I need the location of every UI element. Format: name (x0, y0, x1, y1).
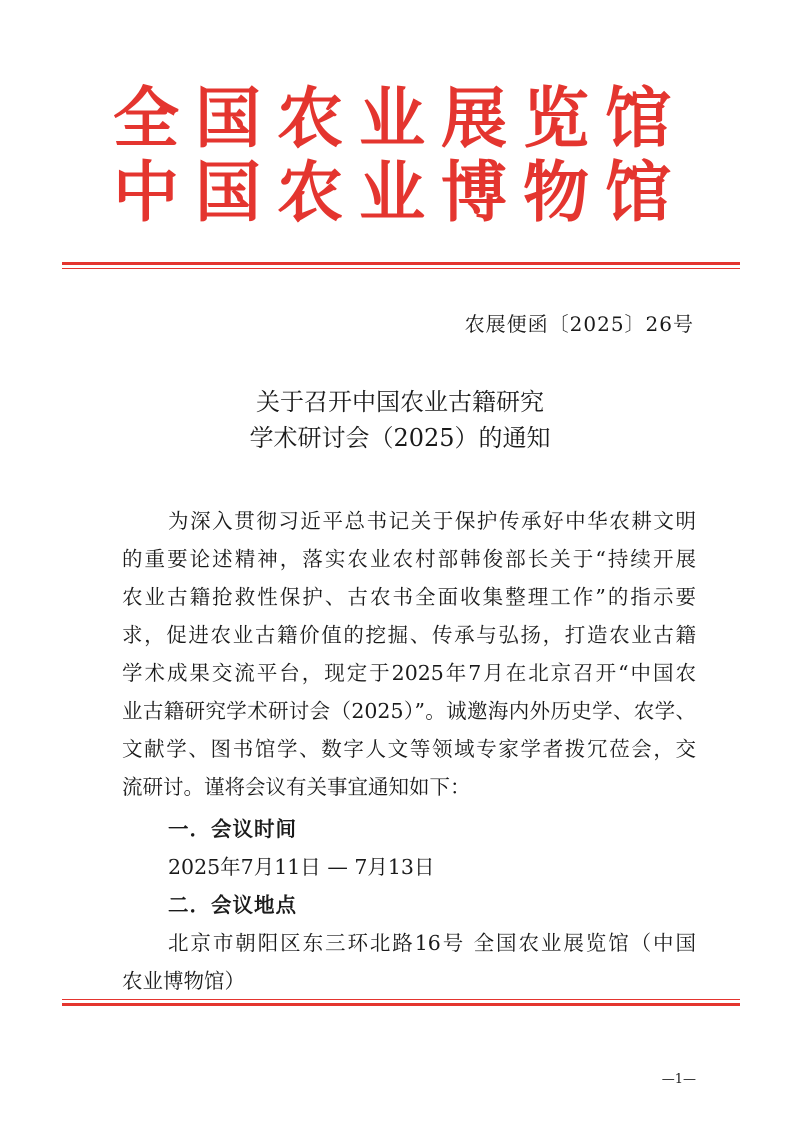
document-number: 农展便函〔2025〕26号 (464, 312, 694, 336)
body-paragraph-line: 求，促进农业古籍价值的挖掘、传承与弘扬，打造农业古籍 (122, 623, 696, 647)
meeting-location-line: 北京市朝阳区东三环北路16号 全国农业展览馆（中国 (168, 931, 696, 955)
document-title-line-1: 关于召开中国农业古籍研究 (256, 388, 544, 416)
body-paragraph-line: 为深入贯彻习近平总书记关于保护传承好中华农耕文明 (168, 509, 696, 533)
footer-rule-thick (62, 1003, 740, 1006)
header-rule-thin (62, 268, 740, 269)
body-paragraph-line: 农业古籍抢救性保护、古农书全面收集整理工作”的指示要 (122, 585, 696, 609)
meeting-time-value: 2025年7月11日 — 7月13日 (168, 855, 435, 879)
section-heading-meeting-time: 一．会议时间 (168, 817, 297, 841)
header-rule-thick (62, 262, 740, 265)
body-paragraph-line: 流研讨。谨将会议有关事宜通知如下： (122, 775, 471, 799)
body-paragraph-line: 的重要论述精神，落实农业农村部韩俊部长关于“持续开展 (122, 547, 696, 571)
meeting-location-line: 农业博物馆） (122, 969, 245, 993)
section-heading-meeting-location: 二．会议地点 (168, 893, 297, 917)
footer-rule-thin (62, 999, 740, 1000)
letterhead-line-1: 全国农业展览馆 (113, 79, 687, 157)
body-paragraph-line: 学术成果交流平台，现定于2025年7月在北京召开“中国农 (122, 661, 696, 685)
document-title-line-2: 学术研讨会（2025）的通知 (249, 424, 551, 452)
body-paragraph-line: 业古籍研究学术研讨会（2025）”。诚邀海内外历史学、农学、 (122, 699, 696, 723)
letterhead-line-2: 中国农业博物馆 (113, 153, 687, 231)
page-number: —1— (661, 1072, 696, 1087)
body-paragraph-line: 文献学、图书馆学、数字人文等领域专家学者拨冗莅会，交 (122, 737, 696, 761)
